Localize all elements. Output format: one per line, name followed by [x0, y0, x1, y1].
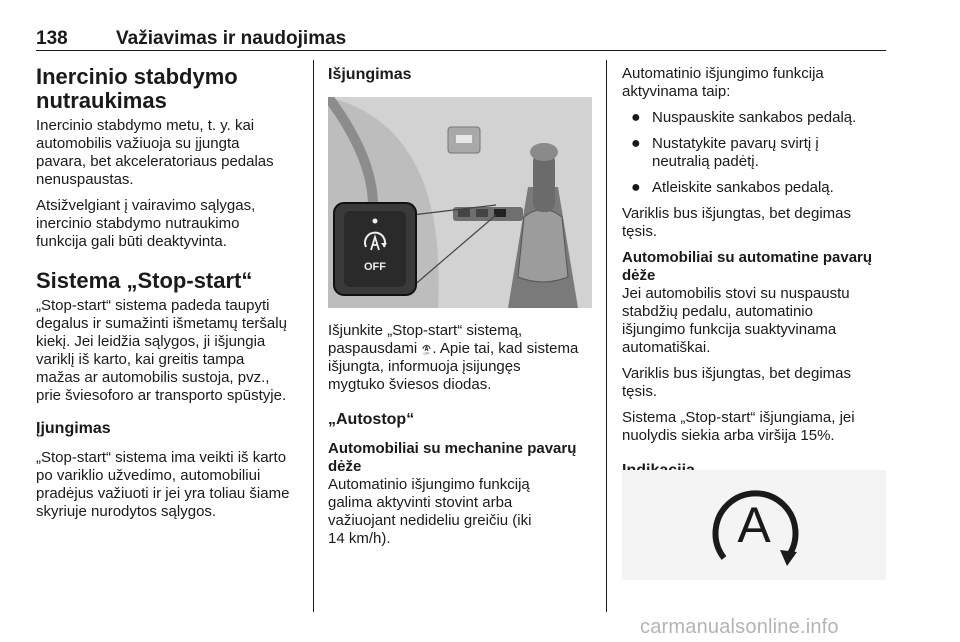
chapter-title: Važiavimas ir naudojimas	[116, 28, 347, 49]
steps-list	[622, 109, 886, 197]
autostop-indicator-icon	[622, 470, 886, 580]
paragraph: Inercinio stabdymo metu, t. y. kai automobilis važiuoja su įjungta pavara, bet akceleratoriaus pedalas nenuspaustas.	[36, 117, 274, 188]
subsection-title-manual-gearbox: Automobiliai su mechanine pavarų dėže	[328, 440, 577, 475]
list-item: ● Atleiskite sankabos pedalą.	[631, 179, 834, 196]
paragraph: Automatinio išjungimo funkcija aktyvinama taip:	[622, 65, 824, 100]
section-title-inertial-braking: Inercinio stabdymo nutraukimas	[36, 64, 238, 113]
paragraph: Atsižvelgiant į vairavimo sąlygas, inercinio stabdymo nutraukimo funkcija gali būti deaktyvinta.	[36, 197, 256, 250]
paragraph: Variklis bus išjungtas, bet degimas tęsis.	[622, 365, 851, 400]
bullet: ●	[631, 109, 641, 126]
paragraph: Jei automobilis stovi su nuspaustu stabdžių pedalu, automatinio išjungimo funkcija suaktyvinama automatiškai.	[622, 285, 850, 356]
page-number: 138	[36, 28, 68, 49]
watermark: carmanualsonline.info	[640, 616, 839, 638]
column-2-lower	[328, 322, 603, 556]
bullet: ●	[631, 135, 641, 152]
svg-text:OFF: OFF	[423, 351, 430, 355]
stop-start-button-photo	[328, 97, 592, 308]
paragraph: „Stop-start“ sistema padeda taupyti degalus ir sumažinti išmetamų teršalų kiekį. Jei leidžia sąlygos, ji išjungia variklį iš karto, kai greitis tampa mažas ar automobilis sustoja, pvz., prie šviesoforo ar transporto spūstyje.	[36, 297, 287, 404]
paragraph: Automatinio išjungimo funkciją galima aktyvinti stovint arba važiuojant nedideliu greičiu (iki 14 km/h).	[328, 476, 532, 547]
paragraph: Išjunkite „Stop-start“ sistemą, paspausdami OFF . Apie tai, kad sistema išjungta, informuoja įsijungęs mygtuko šviesos diodas.	[328, 322, 579, 393]
header-divider	[36, 50, 886, 51]
photo-button-label: OFF	[364, 261, 386, 273]
section-title-stop-start: Sistema „Stop-start“	[36, 268, 253, 293]
list-item: ● Nuspauskite sankabos pedalą.	[631, 109, 857, 126]
paragraph: „Stop-start“ sistema ima veikti iš karto po variklio užvedimo, automobiliui pradėjus važiuoti ir jei yra toliau šiame skyriuje nurodytos sąlygos.	[36, 449, 290, 520]
column-2	[328, 65, 598, 95]
column-divider-1	[313, 60, 314, 612]
column-1	[36, 65, 306, 529]
page-header	[36, 28, 886, 50]
bullet: ●	[631, 179, 641, 196]
paragraph: Sistema „Stop-start“ išjungiama, jei nuolydis siekia arba viršija 15%.	[622, 409, 855, 444]
indicator-letter: A	[737, 497, 771, 553]
section-title-autostop: „Autostop“	[328, 411, 415, 428]
subsection-title-activation: Įjungimas	[36, 420, 111, 437]
list-item: ● Nustatykite pavarų svirtį į neutralią padėtį.	[631, 135, 819, 170]
stop-start-icon	[421, 342, 432, 355]
column-3	[622, 65, 886, 491]
section-title-deactivation: Išjungimas	[328, 66, 412, 83]
subsection-title-automatic-gearbox: Automobiliai su automatine pavarų dėže	[622, 249, 873, 284]
column-divider-2	[606, 60, 607, 612]
paragraph: Variklis bus išjungtas, bet degimas tęsis.	[622, 205, 851, 240]
